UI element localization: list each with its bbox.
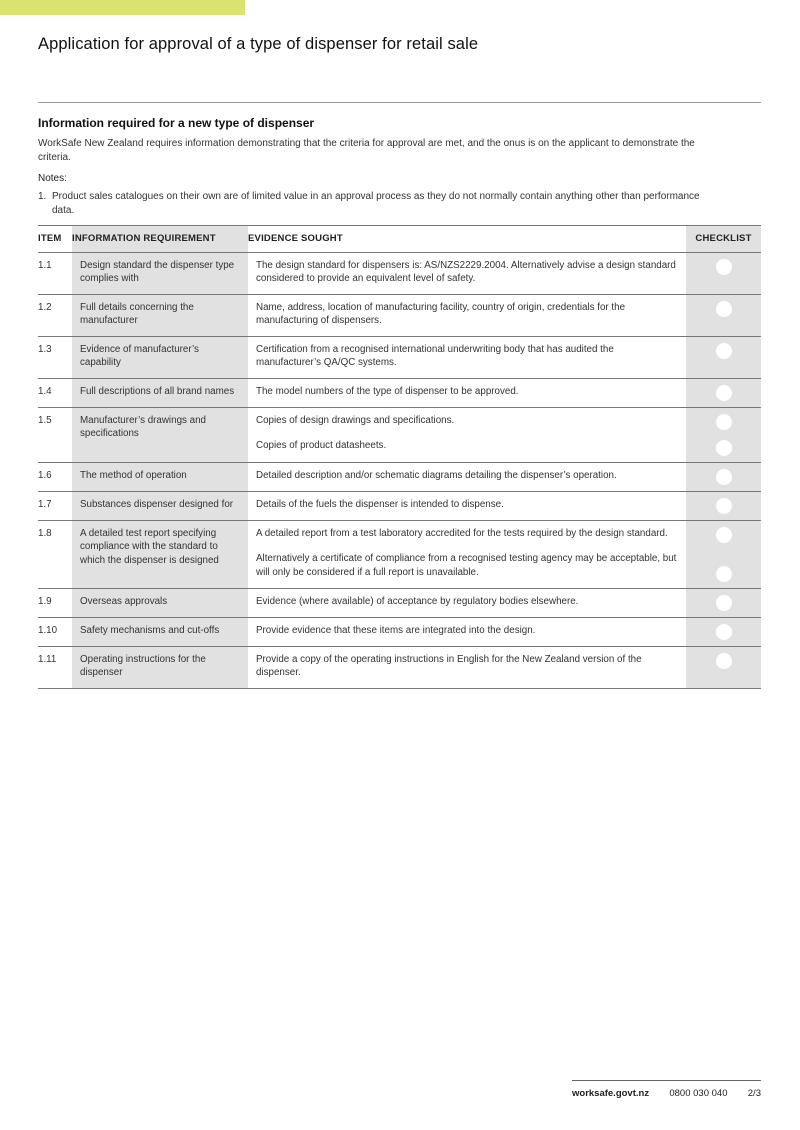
checklist-checkbox[interactable] <box>716 566 732 582</box>
information-requirement: Evidence of manufacturer’s capability <box>72 336 248 378</box>
item-number: 1.3 <box>38 336 72 378</box>
checklist-cell <box>686 407 761 462</box>
intro-paragraph: WorkSafe New Zealand requires information demonstrating that the criteria for approval are met, and the onus is on the applicant to demonstrate the criteria. <box>38 138 695 163</box>
checklist-cell <box>686 520 761 588</box>
note-item <box>38 190 718 217</box>
checklist-stack <box>686 469 761 485</box>
item-number: 1.1 <box>38 252 72 294</box>
header-checklist: CHECKLIST <box>686 226 761 253</box>
evidence-sought <box>248 294 686 336</box>
checklist-cell <box>686 462 761 491</box>
evidence-paragraph: Copies of product datasheets. <box>256 440 387 451</box>
note-text: Product sales catalogues on their own are of limited value in an approval process as they do not normally contain anything other than performance data. <box>52 191 700 216</box>
table-row <box>38 378 761 407</box>
information-requirement: Full details concerning the manufacturer <box>72 294 248 336</box>
checklist-cell <box>686 617 761 646</box>
table-row <box>38 462 761 491</box>
checklist-stack <box>686 343 761 359</box>
evidence-paragraph: Provide a copy of the operating instructions in English for the New Zealand version of the dispenser. <box>256 653 642 678</box>
evidence-paragraph: Name, address, location of manufacturing facility, country of origin, credentials for the manufacturing of dispensers. <box>256 301 626 326</box>
evidence-paragraph: Certification from a recognised international underwriting body that has audited the manufacturer’s QA/QC systems. <box>256 343 614 368</box>
evidence-sought <box>248 252 686 294</box>
page-number: 2/3 <box>747 1088 761 1099</box>
item-number: 1.6 <box>38 462 72 491</box>
footer <box>572 1088 761 1099</box>
table-row <box>38 617 761 646</box>
checklist-checkbox[interactable] <box>716 259 732 275</box>
checklist-stack <box>686 624 761 640</box>
evidence-sought <box>248 378 686 407</box>
table-row <box>38 294 761 336</box>
checklist-checkbox[interactable] <box>716 301 732 317</box>
checklist-stack <box>686 259 761 275</box>
item-number: 1.11 <box>38 646 72 688</box>
note-number: 1. <box>38 191 47 202</box>
evidence-sought <box>248 336 686 378</box>
checklist-checkbox[interactable] <box>716 498 732 514</box>
item-number: 1.8 <box>38 520 72 588</box>
checklist-cell <box>686 294 761 336</box>
item-number: 1.2 <box>38 294 72 336</box>
table-row <box>38 252 761 294</box>
checklist-cell <box>686 378 761 407</box>
item-number: 1.9 <box>38 588 72 617</box>
checklist-stack <box>686 527 761 582</box>
table-row <box>38 336 761 378</box>
section-heading: Information required for a new type of dispenser <box>38 116 315 130</box>
checklist-checkbox[interactable] <box>716 469 732 485</box>
requirements-table <box>38 225 761 689</box>
evidence-sought <box>248 491 686 520</box>
header-requirement: INFORMATION REQUIREMENT <box>72 226 248 253</box>
checklist-checkbox[interactable] <box>716 527 732 543</box>
checklist-checkbox[interactable] <box>716 385 732 401</box>
item-number: 1.7 <box>38 491 72 520</box>
checklist-checkbox[interactable] <box>716 653 732 669</box>
checklist-stack <box>686 595 761 611</box>
header-evidence: EVIDENCE SOUGHT <box>248 226 686 253</box>
item-number: 1.4 <box>38 378 72 407</box>
information-requirement: Safety mechanisms and cut-offs <box>72 617 248 646</box>
evidence-sought <box>248 646 686 688</box>
information-requirement: A detailed test report specifying compliance with the standard to which the dispenser is designed <box>72 520 248 588</box>
evidence-paragraph: The model numbers of the type of dispenser to be approved. <box>256 385 519 397</box>
footer-divider <box>572 1080 761 1081</box>
evidence-sought <box>248 462 686 491</box>
item-number: 1.5 <box>38 407 72 462</box>
checklist-checkbox[interactable] <box>716 624 732 640</box>
page-title: Application for approval of a type of dispenser for retail sale <box>38 35 479 53</box>
table-row <box>38 407 761 462</box>
checklist-cell <box>686 252 761 294</box>
header-item: ITEM <box>38 226 72 253</box>
checklist-checkbox[interactable] <box>716 343 732 359</box>
footer-website: worksafe.govt.nz <box>572 1088 650 1099</box>
information-requirement: Operating instructions for the dispenser <box>72 646 248 688</box>
checklist-cell <box>686 491 761 520</box>
checklist-checkbox[interactable] <box>716 414 732 430</box>
evidence-paragraph: Provide evidence that these items are integrated into the design. <box>256 624 536 636</box>
divider <box>38 102 761 103</box>
information-requirement: The method of operation <box>72 462 248 491</box>
evidence-paragraph: Detailed description and/or schematic diagrams detailing the dispenser’s operation. <box>256 469 617 481</box>
checklist-stack <box>686 653 761 669</box>
table-row <box>38 520 761 588</box>
checklist-cell <box>686 336 761 378</box>
table-row <box>38 491 761 520</box>
checklist-cell <box>686 646 761 688</box>
information-requirement: Overseas approvals <box>72 588 248 617</box>
table-row <box>38 646 761 688</box>
checklist-stack <box>686 498 761 514</box>
evidence-sought <box>248 407 686 462</box>
evidence-sought <box>248 520 686 588</box>
evidence-paragraph: A detailed report from a test laboratory accredited for the tests required by the design standard. <box>256 527 668 539</box>
evidence-paragraph: The design standard for dispensers is: AS/NZS2229.2004. Alternatively advise a design standard considered to provide an equivalent level of safety. <box>256 259 676 284</box>
evidence-paragraph: Evidence (where available) of acceptance by regulatory bodies elsewhere. <box>256 595 579 607</box>
checklist-checkbox[interactable] <box>716 440 732 456</box>
notes-list <box>38 190 718 217</box>
item-number: 1.10 <box>38 617 72 646</box>
evidence-paragraph: Copies of design drawings and specifications. <box>256 414 455 426</box>
table-header-row <box>38 226 761 253</box>
information-requirement: Full descriptions of all brand names <box>72 378 248 407</box>
evidence-paragraph: Alternatively a certificate of compliance from a recognised testing agency may be acceptable, but will only be considered if a full report is unavailable. <box>256 553 677 578</box>
evidence-sought <box>248 588 686 617</box>
checklist-checkbox[interactable] <box>716 595 732 611</box>
information-requirement: Manufacturer’s drawings and specifications <box>72 407 248 462</box>
information-requirement: Substances dispenser designed for <box>72 491 248 520</box>
checklist-stack <box>686 385 761 401</box>
checklist-stack <box>686 414 761 456</box>
accent-bar <box>0 0 245 15</box>
notes-label: Notes: <box>38 173 67 184</box>
evidence-paragraph: Details of the fuels the dispenser is intended to dispense. <box>256 498 504 510</box>
checklist-cell <box>686 588 761 617</box>
footer-phone: 0800 030 040 <box>669 1088 728 1099</box>
checklist-stack <box>686 301 761 317</box>
evidence-sought <box>248 617 686 646</box>
table-row <box>38 588 761 617</box>
information-requirement: Design standard the dispenser type complies with <box>72 252 248 294</box>
